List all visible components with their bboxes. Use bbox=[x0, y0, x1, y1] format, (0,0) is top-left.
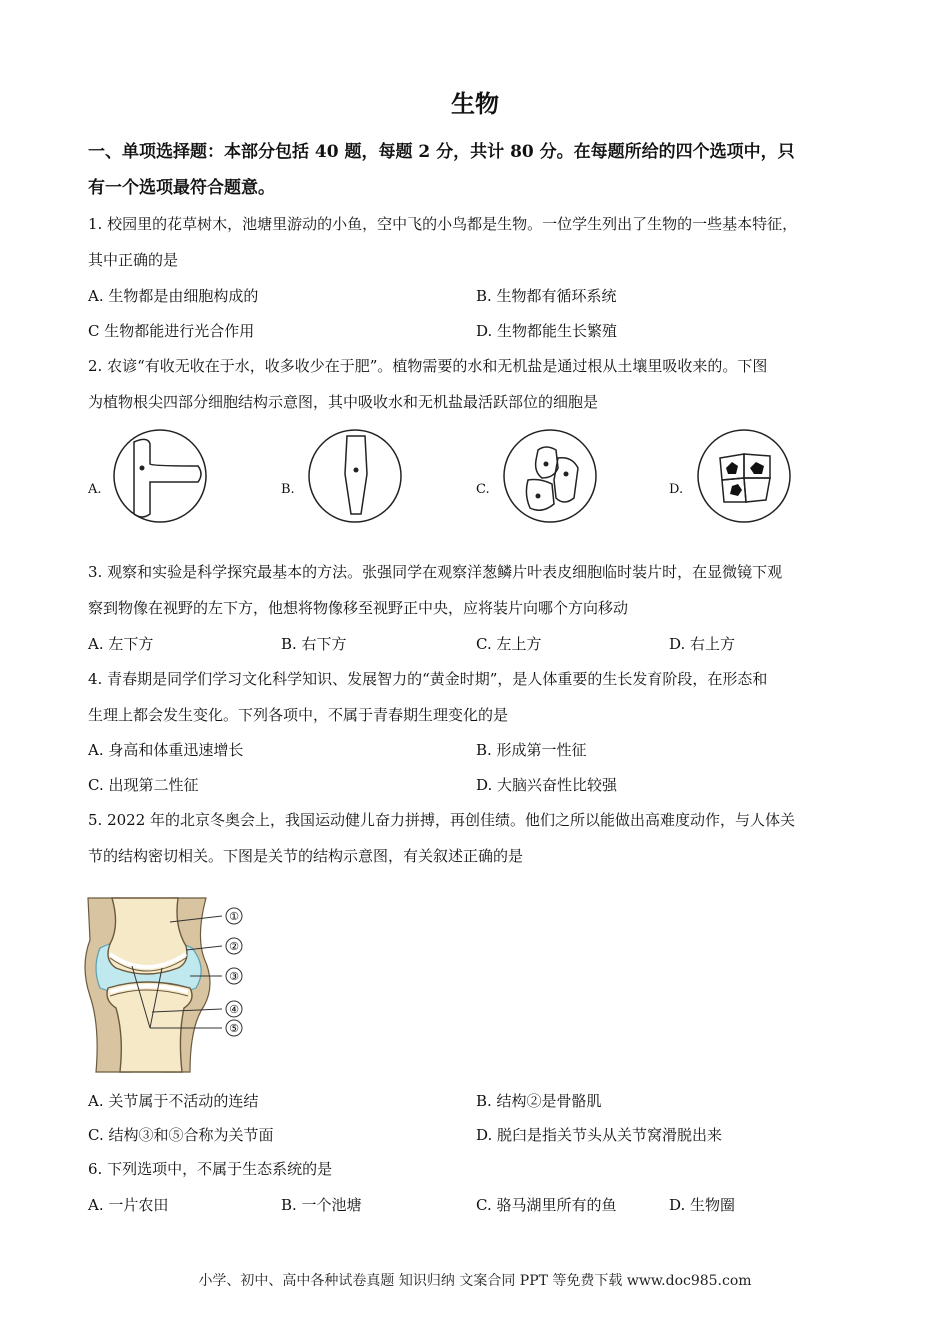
question-5-line1: 5. 2022 年的北京冬奥会上，我国运动健儿奋力拼搏，再创佳绩。他们之所以能做出高难度动作，与人体关 bbox=[88, 811, 796, 829]
q2-option-b-label: B. bbox=[281, 482, 295, 497]
q6-option-b: B. 一个池塘 bbox=[281, 1196, 362, 1214]
q3-option-b: B. 右下方 bbox=[281, 635, 347, 653]
question-4-stem bbox=[88, 661, 878, 733]
q6-option-a: A. 一片农田 bbox=[88, 1196, 169, 1214]
joint-structure-diagram bbox=[86, 896, 256, 1072]
joint-label-5: ⑤ bbox=[229, 1022, 239, 1035]
q5-option-d: D. 脱臼是指关节头从关节窝滑脱出来 bbox=[476, 1126, 723, 1144]
joint-label-1: ① bbox=[229, 910, 239, 923]
root-hair-cell-figure bbox=[112, 428, 208, 524]
q5-option-b: B. 结构②是骨骼肌 bbox=[476, 1092, 602, 1110]
q5-option-c: C. 结构③和⑤合称为关节面 bbox=[88, 1126, 274, 1144]
question-1-stem bbox=[88, 206, 878, 278]
question-5-line2: 节的结构密切相关。下图是关节的结构示意图，有关叙述正确的是 bbox=[88, 847, 524, 865]
q4-option-d: D. 大脑兴奋性比较强 bbox=[476, 776, 618, 794]
q1-option-d: D. 生物都能生长繁殖 bbox=[476, 322, 618, 340]
q4-option-a: A. 身高和体重迅速增长 bbox=[88, 741, 244, 759]
question-6-line1: 6. 下列选项中，不属于生态系统的是 bbox=[88, 1160, 333, 1178]
question-5-stem bbox=[88, 802, 878, 874]
q2-option-c-label: C. bbox=[476, 482, 490, 497]
q1-option-b: B. 生物都有循环系统 bbox=[476, 287, 617, 305]
q2-option-d-label: D. bbox=[669, 482, 684, 497]
question-2-stem bbox=[88, 348, 878, 420]
section-heading-line1: 一、单项选择题：本部分包括 40 题，每题 2 分，共计 80 分。在每题所给的四个选项中，只 bbox=[88, 142, 795, 162]
page-footer: 小学、初中、高中各种试卷真题 知识归纳 文案合同 PPT 等免费下载 www.doc985.com bbox=[198, 1273, 752, 1289]
question-3-line1: 3. 观察和实验是科学探究最基本的方法。张强同学在观察洋葱鳞片叶表皮细胞临时装片时，在显微镜下观 bbox=[88, 563, 783, 581]
question-1-line1: 1. 校园里的花草树木，池塘里游动的小鱼，空中飞的小鸟都是生物。一位学生列出了生物的一些基本特征， bbox=[88, 215, 798, 233]
q6-option-c: C. 骆马湖里所有的鱼 bbox=[476, 1196, 617, 1214]
question-3-stem bbox=[88, 554, 878, 626]
elongation-cell-figure bbox=[307, 428, 403, 524]
q4-option-b: B. 形成第一性征 bbox=[476, 741, 587, 759]
section-heading bbox=[88, 134, 868, 206]
question-6-stem bbox=[88, 1151, 878, 1187]
q6-option-d: D. 生物圈 bbox=[669, 1196, 736, 1214]
q3-option-a: A. 左下方 bbox=[88, 635, 154, 653]
question-4-line1: 4. 青春期是同学们学习文化科学知识、发展智力的“黄金时期”，是人体重要的生长发育阶段，在形态和 bbox=[88, 670, 768, 688]
q5-option-a: A. 关节属于不活动的连结 bbox=[88, 1092, 259, 1110]
question-1-line2: 其中正确的是 bbox=[88, 251, 179, 269]
question-2-line2: 为植物根尖四部分细胞结构示意图，其中吸收水和无机盐最活跃部位的细胞是 bbox=[88, 393, 599, 411]
q4-option-c: C. 出现第二性征 bbox=[88, 776, 199, 794]
joint-label-2: ② bbox=[229, 940, 239, 953]
q1-option-a: A. 生物都是由细胞构成的 bbox=[88, 287, 259, 305]
q3-option-c: C. 左上方 bbox=[476, 635, 542, 653]
question-2-line1: 2. 农谚“有收无收在于水，收多收少在于肥”。植物需要的水和无机盐是通过根从土壤里吸收来的。下图 bbox=[88, 357, 768, 375]
question-3-line2: 察到物像在视野的左下方，他想将物像移至视野正中央，应将装片向哪个方向移动 bbox=[88, 599, 629, 617]
page-title: 生物 bbox=[451, 89, 499, 118]
joint-label-4: ④ bbox=[229, 1003, 239, 1016]
joint-label-3: ③ bbox=[229, 970, 239, 983]
q3-option-d: D. 右上方 bbox=[669, 635, 736, 653]
root-cap-cell-figure bbox=[696, 428, 792, 524]
question-4-line2: 生理上都会发生变化。下列各项中，不属于青春期生理变化的是 bbox=[88, 706, 509, 724]
section-heading-line2: 有一个选项最符合题意。 bbox=[88, 178, 275, 198]
meristem-cell-figure bbox=[502, 428, 598, 524]
q1-option-c: C 生物都能进行光合作用 bbox=[88, 322, 255, 340]
q2-option-a-label: A. bbox=[88, 482, 102, 497]
